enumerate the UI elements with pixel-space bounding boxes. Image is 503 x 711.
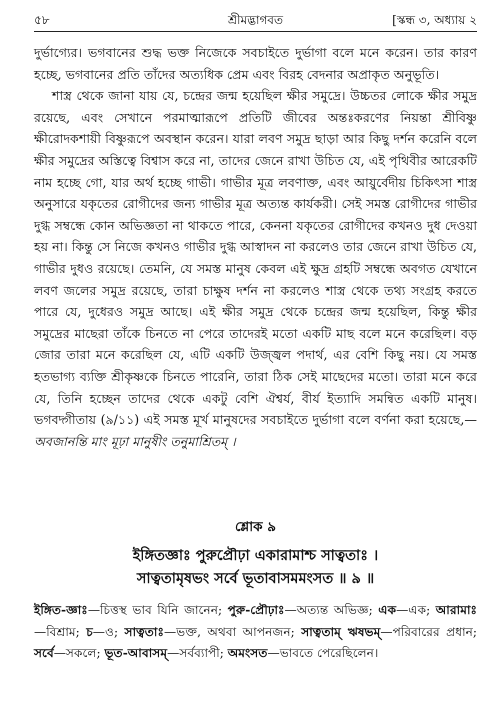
synonym-term: সাত্বতাঃ: [124, 624, 164, 639]
synonym-term: সর্বে: [34, 646, 54, 661]
verse-block: [34, 516, 477, 590]
synonyms: [34, 600, 477, 665]
synonym-term: এক: [378, 603, 397, 617]
synonym-term: চ: [86, 624, 93, 639]
synonym-meaning: —সর্বব্যাপী;: [167, 646, 228, 661]
purport-text: [34, 42, 477, 452]
verse-title: শ্লোক ৯: [234, 519, 277, 535]
synonym-term: সাত্বতাম্ ঋষভম্: [301, 624, 381, 639]
synonym-term: পুরু-প্রৌঢ়াঃ: [227, 603, 285, 617]
book-title: শ্রীমদ্ভাগবত: [227, 13, 283, 27]
header-divider: [34, 31, 477, 32]
gita-quote: অবজানন্তি মাং মূঢ়া মানুষীং তনুমাশ্রিতম্ ।: [34, 433, 236, 449]
section-label: [স্কন্ধ ৩, অধ্যায় ২: [392, 13, 477, 27]
synonym-term: আরামাঃ: [435, 603, 477, 617]
synonym-meaning: —পরিবারের প্রধান;: [380, 624, 477, 639]
paragraph-2: [34, 85, 477, 452]
paragraph-2-text: শাস্ত্র থেকে জানা যায় যে, চন্দ্রের জন্ম হয়েছিল ক্ষীর সমুদ্রে। উচ্চতর লোকে ক্ষীর সমুদ্র রয়েছে, এবং সেখানে পরমাত্মারূপে প্রতিটি জীবের অন্তঃকরণের নিয়ন্তা শ্রীবিষ্ণু ক্ষীরোদকশায়ী বিষ্ণুরূপে অবস্থান করেন। যারা লবণ সমুদ্র ছাড়া আর কিছু দর্শন করেনি বলে ক্ষীর সমুদ্রের অস্তিত্বে বিশ্বাস করে না, তাদের জেনে রাখা উচিত যে, এই পৃথিবীর আরেকটি নাম হচ্ছে গো, যার অর্থ হচ্ছে গাভী। গাভীর মূত্র লবণাক্ত, এবং আয়ুর্বেদীয় চিকিৎসা শাস্ত্র অনুসারে যকৃতের রোগীদের জন্য গাভীর মূত্র অত্যন্ত কার্যকরী। সেই সমস্ত রোগীদের গাভীর দুগ্ধ সম্বন্ধে কোন অভিজ্ঞতা না থাকতে পারে, কেননা যকৃতের রোগীদের কখনও দুধ দেওয়া হয় না। কিন্তু সে নিজে কখনও গাভীর দুগ্ধ আস্বাদন না করলেও তার জেনে রাখা উচিত যে, গাভীর দুধও রয়েছে। তেমনি, যে সমস্ত মানুষ কেবল এই ক্ষুদ্র গ্রহটি সম্বন্ধে অবগত যেখানে লবণ জলের সমুদ্র রয়েছে, তারা চাক্ষুষ দর্শন না করলেও শাস্ত্র থেকে তথ্য সংগ্রহ করতে পারে যে, দুধেরও সমুদ্র আছে। এই ক্ষীর সমুদ্র থেকে চন্দ্রের জন্ম হয়েছিল, কিন্তু ক্ষীর সমুদ্রের মাছেরা তাঁকে চিনতে না পেরে তাদেরই মতো একটি মাছ বলে মনে করেছিল। বড় জোর তারা মনে করেছিল যে, এটি একটি উজ্জ্বল পদার্থ, এর বেশি কিছু নয়। যে সমস্ত হতভাগ্য ব্যক্তি শ্রীকৃষ্ণকে চিনতে পারেনি, তারা ঠিক সেই মাছেদের মতো। তারা মনে করে যে, তিনি হচ্ছেন তাদের থেকে একটু বেশি ঐশ্বর্য, বীর্য ইত্যাদি সমন্বিত একটি মানুষ। ভগবদ্গীতায় (৯/১১) এই সমস্ত মূর্খ মানুষদের সবচাইতে দুর্ভাগা বলে বর্ণনা করা হয়েছে,—: [34, 88, 477, 428]
synonym-meaning: —ও;: [92, 624, 125, 639]
verse-line-2: সাত্বতামৃষভং সর্বে ভূতাবাসমমংসত ॥ ৯ ॥: [136, 570, 375, 587]
synonym-meaning: —অত্যন্ত অভিজ্ঞ;: [284, 603, 379, 617]
synonym-meaning: —ভাবতে পেরেছিলেন।: [267, 646, 379, 661]
synonym-meaning: —ভক্ত, অথবা আপনজন;: [163, 624, 302, 639]
synonym-meaning: —চিত্তস্থ ভাব যিনি জানেন;: [87, 603, 228, 617]
synonym-term: ইঙ্গিত-জ্ঞাঃ: [34, 603, 88, 617]
paragraph-1: দুর্ভাগ্যের। ভগবানের শুদ্ধ ভক্ত নিজেকে সবচাইতে দুর্ভাগা বলে মনে করেন। তার কারণ হচ্ছে, ভগবানের প্রতি তাঁদের অত্যধিক প্রেম এবং বিরহ বেদনার অপ্রাকৃত অনুভূতি।: [34, 45, 477, 82]
synonym-meaning: —এক;: [396, 603, 436, 617]
synonym-meaning: —সকলে;: [53, 646, 105, 661]
synonym-term: ভূত-আবাসম্: [104, 646, 168, 661]
page-number: ৫৮: [34, 13, 50, 27]
synonym-meaning: —বিশ্রাম;: [34, 624, 87, 639]
verse-line-1: ইঙ্গিতজ্ঞাঃ পুরুপ্রৌঢ়া একারামাশ্চ সাত্বতাঃ ।: [132, 547, 379, 564]
page-header: [34, 10, 477, 32]
synonym-term: অমংসত: [227, 646, 268, 661]
